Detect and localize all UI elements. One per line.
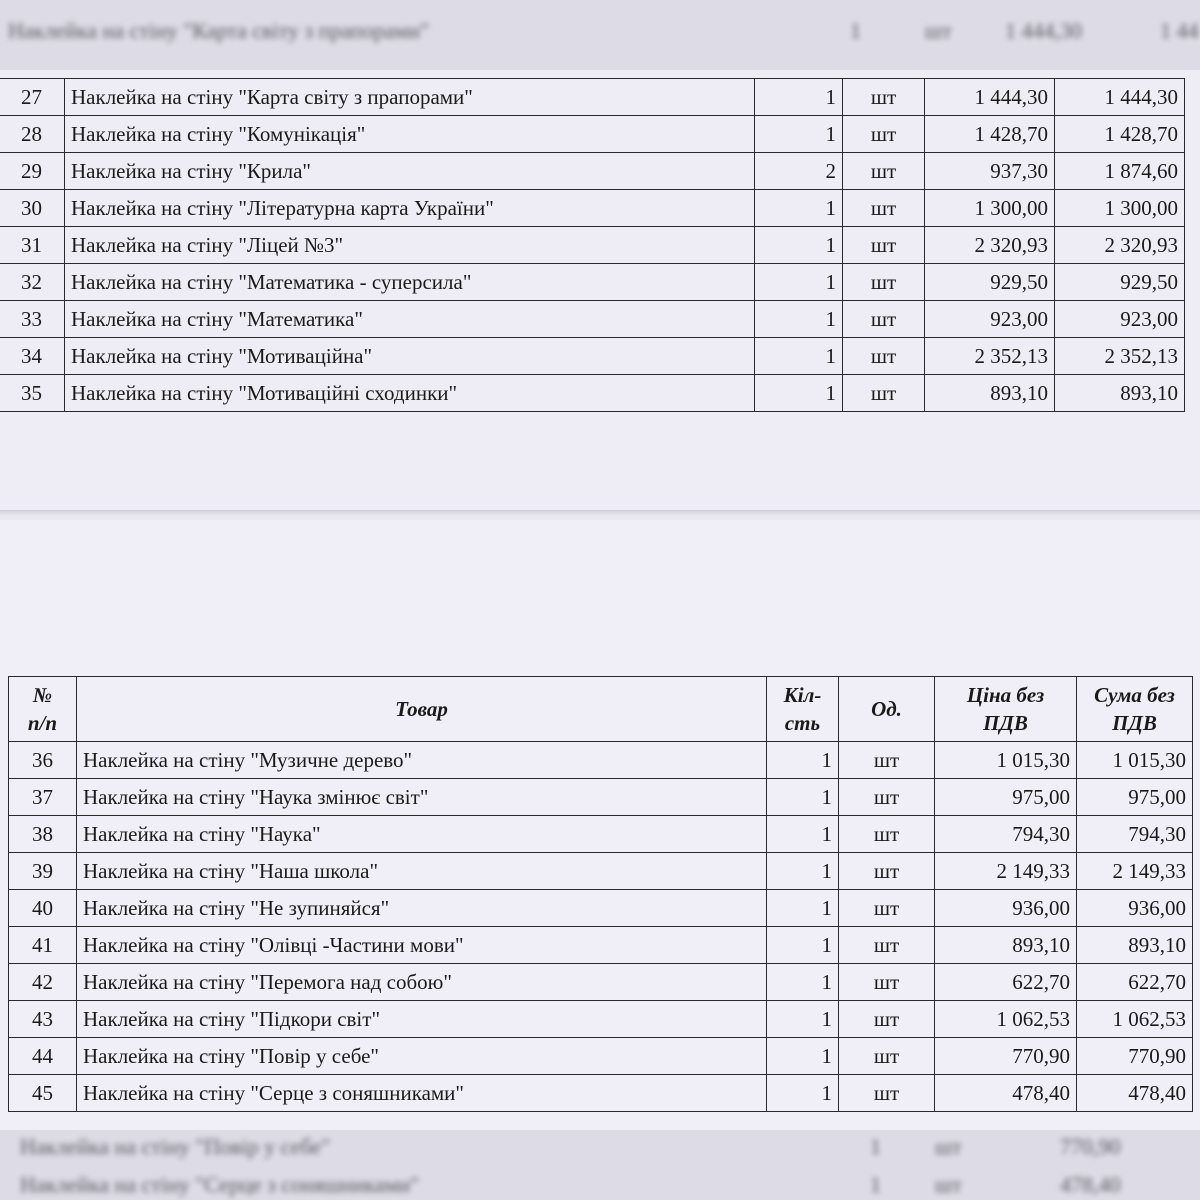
row-price: 794,30 — [935, 816, 1077, 853]
table-row — [9, 779, 1193, 816]
row-product-name: Наклейка на стіну "Літературна карта України" — [65, 190, 755, 227]
table-row — [0, 264, 1185, 301]
row-number: 34 — [0, 338, 65, 375]
row-number: 30 — [0, 190, 65, 227]
row-number: 42 — [9, 964, 77, 1001]
table-header-row — [9, 677, 1193, 742]
header-product: Товар — [77, 677, 767, 742]
row-sum: 936,00 — [1077, 890, 1193, 927]
blurred-row-name: Наклейка на стіну "Серце з соняшниками" — [20, 1172, 420, 1197]
items-table-bottom — [8, 676, 1193, 1112]
row-price: 770,90 — [935, 1038, 1077, 1075]
row-product-name: Наклейка на стіну "Математика" — [65, 301, 755, 338]
blurred-row — [0, 1130, 1200, 1164]
row-sum: 1 062,53 — [1077, 1001, 1193, 1038]
row-number: 35 — [0, 375, 65, 412]
row-unit: шт — [843, 227, 925, 264]
blurred-row — [0, 1168, 1200, 1200]
row-unit: шт — [839, 742, 935, 779]
row-unit: шт — [839, 927, 935, 964]
row-quantity: 1 — [767, 1001, 839, 1038]
row-price: 478,40 — [935, 1075, 1077, 1112]
row-quantity: 1 — [767, 1038, 839, 1075]
row-sum: 929,50 — [1055, 264, 1185, 301]
row-sum: 923,00 — [1055, 301, 1185, 338]
row-quantity: 1 — [767, 816, 839, 853]
row-price: 622,70 — [935, 964, 1077, 1001]
blurred-row-unit: шт — [935, 1134, 962, 1159]
row-number: 40 — [9, 890, 77, 927]
row-product-name: Наклейка на стіну "Серце з соняшниками" — [77, 1075, 767, 1112]
blurred-row-price: 478,40 — [1060, 1172, 1121, 1197]
row-number: 32 — [0, 264, 65, 301]
blurred-row-sum: 1 44 — [1160, 18, 1199, 43]
blurred-row-price: 1 444,30 — [1005, 18, 1082, 43]
row-number: 39 — [9, 853, 77, 890]
row-product-name: Наклейка на стіну "Карта світу з прапорами" — [65, 79, 755, 116]
row-quantity: 1 — [755, 338, 843, 375]
row-unit: шт — [839, 1038, 935, 1075]
row-quantity: 1 — [755, 301, 843, 338]
header-sum: Сума без ПДВ — [1077, 677, 1193, 742]
row-number: 41 — [9, 927, 77, 964]
document-sheet-top — [0, 70, 1200, 510]
row-price: 923,00 — [925, 301, 1055, 338]
blurred-row-unit: шт — [925, 18, 952, 43]
row-product-name: Наклейка на стіну "Мотиваційна" — [65, 338, 755, 375]
blurred-row — [0, 14, 1200, 48]
row-product-name: Наклейка на стіну "Олівці -Частини мови" — [77, 927, 767, 964]
row-quantity: 1 — [767, 890, 839, 927]
row-product-name: Наклейка на стіну "Математика - суперсила" — [65, 264, 755, 301]
row-sum: 2 320,93 — [1055, 227, 1185, 264]
blurred-fragment-bottom — [0, 1130, 1200, 1200]
row-price: 893,10 — [925, 375, 1055, 412]
row-number: 44 — [9, 1038, 77, 1075]
blurred-row-qty: 1 — [850, 18, 861, 43]
row-price: 1 300,00 — [925, 190, 1055, 227]
row-number: 43 — [9, 1001, 77, 1038]
sheet-gap-shadow — [0, 510, 1200, 516]
row-sum: 2 149,33 — [1077, 853, 1193, 890]
row-unit: шт — [839, 964, 935, 1001]
row-number: 38 — [9, 816, 77, 853]
row-quantity: 1 — [755, 227, 843, 264]
row-number: 29 — [0, 153, 65, 190]
row-quantity: 1 — [767, 927, 839, 964]
row-product-name: Наклейка на стіну "Крила" — [65, 153, 755, 190]
row-sum: 1 300,00 — [1055, 190, 1185, 227]
row-product-name: Наклейка на стіну "Наша школа" — [77, 853, 767, 890]
row-unit: шт — [843, 338, 925, 375]
row-product-name: Наклейка на стіну "Повір у себе" — [77, 1038, 767, 1075]
table-row — [9, 742, 1193, 779]
table-row — [9, 890, 1193, 927]
row-quantity: 1 — [755, 190, 843, 227]
row-number: 31 — [0, 227, 65, 264]
row-quantity: 1 — [767, 1075, 839, 1112]
row-price: 893,10 — [935, 927, 1077, 964]
row-product-name: Наклейка на стіну "Наука змінює світ" — [77, 779, 767, 816]
row-sum: 1 874,60 — [1055, 153, 1185, 190]
row-price: 2 320,93 — [925, 227, 1055, 264]
row-product-name: Наклейка на стіну "Перемога над собою" — [77, 964, 767, 1001]
blurred-row-price: 770,90 — [1060, 1134, 1121, 1159]
row-product-name: Наклейка на стіну "Мотиваційні сходинки" — [65, 375, 755, 412]
row-unit: шт — [839, 1001, 935, 1038]
row-unit: шт — [843, 264, 925, 301]
table-row — [0, 375, 1185, 412]
row-unit: шт — [843, 301, 925, 338]
row-unit: шт — [843, 375, 925, 412]
row-unit: шт — [839, 779, 935, 816]
row-sum: 478,40 — [1077, 1075, 1193, 1112]
table-row — [0, 338, 1185, 375]
items-table-top — [0, 78, 1185, 412]
row-quantity: 1 — [767, 742, 839, 779]
row-price: 936,00 — [935, 890, 1077, 927]
row-quantity: 1 — [767, 964, 839, 1001]
row-sum: 794,30 — [1077, 816, 1193, 853]
row-unit: шт — [839, 890, 935, 927]
table-row — [0, 79, 1185, 116]
blurred-row-qty: 1 — [870, 1172, 881, 1197]
document-sheet-bottom — [0, 520, 1200, 1130]
row-price: 2 149,33 — [935, 853, 1077, 890]
row-sum: 893,10 — [1055, 375, 1185, 412]
row-number: 33 — [0, 301, 65, 338]
row-quantity: 1 — [755, 375, 843, 412]
row-price: 1 015,30 — [935, 742, 1077, 779]
row-price: 1 444,30 — [925, 79, 1055, 116]
table-row — [9, 816, 1193, 853]
row-quantity: 1 — [755, 264, 843, 301]
row-number: 37 — [9, 779, 77, 816]
row-sum: 2 352,13 — [1055, 338, 1185, 375]
row-sum: 975,00 — [1077, 779, 1193, 816]
row-quantity: 1 — [755, 79, 843, 116]
row-sum: 622,70 — [1077, 964, 1193, 1001]
row-unit: шт — [839, 816, 935, 853]
table-row — [9, 1001, 1193, 1038]
blurred-fragment-top — [0, 0, 1200, 72]
row-number: 36 — [9, 742, 77, 779]
row-unit: шт — [839, 853, 935, 890]
row-number: 45 — [9, 1075, 77, 1112]
row-price: 1 428,70 — [925, 116, 1055, 153]
table-row — [0, 116, 1185, 153]
table-row — [9, 964, 1193, 1001]
row-sum: 770,90 — [1077, 1038, 1193, 1075]
header-number: № п/п — [9, 677, 77, 742]
table-row — [0, 227, 1185, 264]
blurred-row-name: Наклейка на стіну "Повір у себе" — [20, 1134, 331, 1159]
row-unit: шт — [843, 79, 925, 116]
header-price: Ціна без ПДВ — [935, 677, 1077, 742]
row-number: 27 — [0, 79, 65, 116]
row-sum: 1 015,30 — [1077, 742, 1193, 779]
row-number: 28 — [0, 116, 65, 153]
row-price: 2 352,13 — [925, 338, 1055, 375]
row-price: 937,30 — [925, 153, 1055, 190]
table-row — [0, 301, 1185, 338]
row-product-name: Наклейка на стіну "Ліцей №3" — [65, 227, 755, 264]
row-price: 1 062,53 — [935, 1001, 1077, 1038]
row-sum: 1 428,70 — [1055, 116, 1185, 153]
header-quantity: Кіл- сть — [767, 677, 839, 742]
row-quantity: 1 — [767, 779, 839, 816]
row-unit: шт — [843, 190, 925, 227]
row-quantity: 2 — [755, 153, 843, 190]
blurred-row-unit: шт — [935, 1172, 962, 1197]
blurred-row-name: Наклейка на стіну "Карта світу з прапорами" — [8, 18, 430, 43]
header-unit: Од. — [839, 677, 935, 742]
blurred-row-qty: 1 — [870, 1134, 881, 1159]
row-product-name: Наклейка на стіну "Наука" — [77, 816, 767, 853]
row-product-name: Наклейка на стіну "Комунікація" — [65, 116, 755, 153]
row-sum: 893,10 — [1077, 927, 1193, 964]
row-quantity: 1 — [755, 116, 843, 153]
row-unit: шт — [843, 153, 925, 190]
table-row — [9, 1075, 1193, 1112]
table-row — [9, 853, 1193, 890]
table-row — [0, 153, 1185, 190]
row-price: 929,50 — [925, 264, 1055, 301]
row-unit: шт — [839, 1075, 935, 1112]
table-row — [0, 190, 1185, 227]
table-row — [9, 1038, 1193, 1075]
table-row — [9, 927, 1193, 964]
row-price: 975,00 — [935, 779, 1077, 816]
row-sum: 1 444,30 — [1055, 79, 1185, 116]
row-unit: шт — [843, 116, 925, 153]
row-quantity: 1 — [767, 853, 839, 890]
row-product-name: Наклейка на стіну "Музичне дерево" — [77, 742, 767, 779]
row-product-name: Наклейка на стіну "Не зупиняйся" — [77, 890, 767, 927]
row-product-name: Наклейка на стіну "Підкори світ" — [77, 1001, 767, 1038]
